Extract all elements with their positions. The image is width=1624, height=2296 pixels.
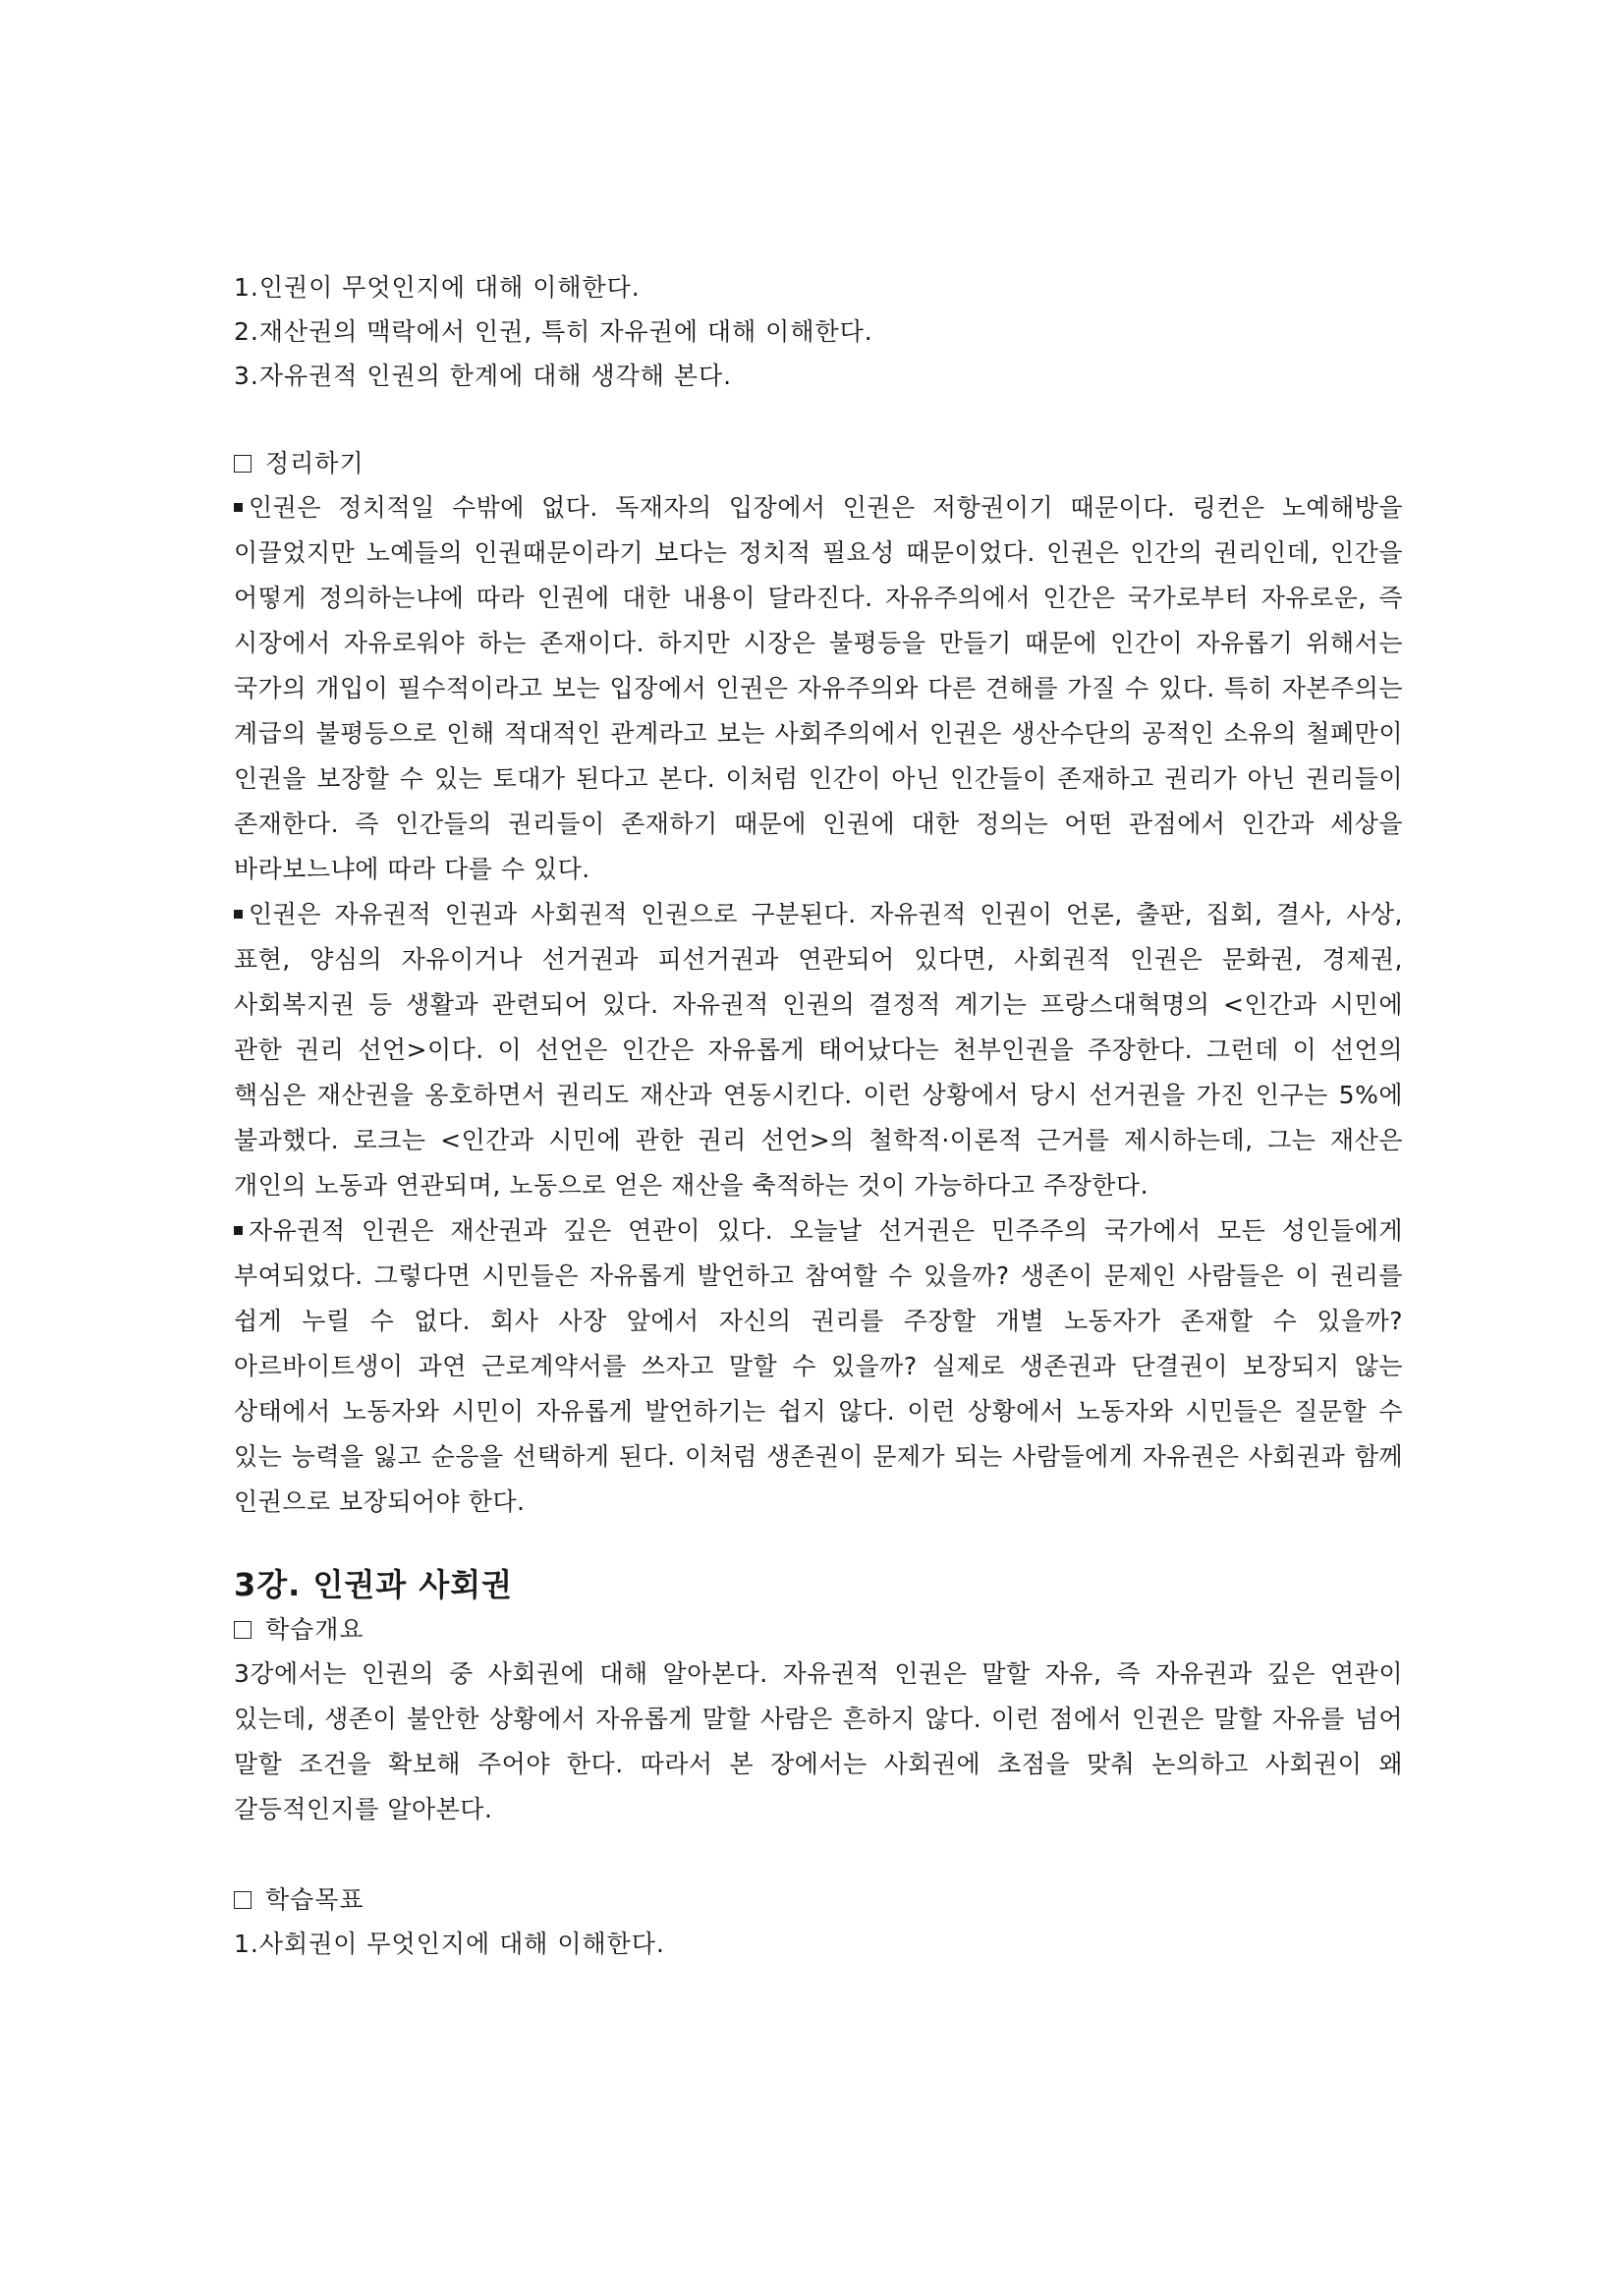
- square-bullet-icon: [234, 503, 243, 512]
- overview-paragraph: 3강에서는 인권의 중 사회권에 대해 알아본다. 자유권적 인권은 말할 자유, 즉 자유권과 깊은 연관이 있는데, 생존이 불안한 상황에서 자유롭게 말할 사람은 흔하지 않다. 이런 점에서 인권은 말할 자유를 넘어 말할 조건을 확보해 주어야 한다. 따라서 본 장에서는 사회권에 초점을 맞춰 논의하고 사회권이 왜 갈등적인지를 알아본다.: [234, 1659, 1403, 1823]
- objectives-heading: [234, 1877, 1403, 1922]
- objectives-heading-label: 학습목표: [265, 1885, 364, 1914]
- overview-heading-label: 학습개요: [265, 1615, 364, 1644]
- overview-heading: [234, 1607, 1403, 1652]
- summary-paragraph-2: [234, 892, 1403, 1208]
- lecture3-objectives-list: [234, 1922, 1403, 1966]
- summary-heading-label: 정리하기: [265, 449, 364, 477]
- checkbox-square-icon: [234, 1891, 252, 1909]
- summary-paragraph-2-text: 인권은 자유권적 인권과 사회권적 인권으로 구분된다. 자유권적 인권이 언론, 출판, 집회, 결사, 사상, 표현, 양심의 자유이거나 선거권과 피선거권과 연관되어 있다면, 사회권적 인권은 문화권, 경제권, 사회복지권 등 생활과 관련되어 있다. 자유권적 인권의 결정적 계기는 프랑스대혁명의 <인간과 시민에 관한 권리 선언>이다. 이 선언은 인간은 자유롭게 태어났다는 천부인권을 주장한다. 그런데 이 선언의 핵심은 재산권을 옹호하면서 권리도 재산과 연동시킨다. 이런 상황에서 당시 선거권을 가진 인구는 5%에 불과했다. 로크는 <인간과 시민에 관한 권리 선언>의 철학적·이론적 근거를 제시하는데, 그는 재산은 개인의 노동과 연관되며, 노동으로 얻은 재산을 축적하는 것이 가능하다고 주장한다.: [234, 900, 1403, 1200]
- summary-paragraph-1-text: 인권은 정치적일 수밖에 없다. 독재자의 입장에서 인권은 저항권이기 때문이다. 링컨은 노예해방을 이끌었지만 노예들의 인권때문이라기 보다는 정치적 필요성 때문이었다. 인권은 인간의 권리인데, 인간을 어떻게 정의하는냐에 따라 인권에 대한 내용이 달라진다. 자유주의에서 인간은 국가로부터 자유로운, 즉 시장에서 자유로워야 하는 존재이다. 하지만 시장은 불평등을 만들기 때문에 인간이 자유롭기 위해서는 국가의 개입이 필수적이라고 보는 입장에서 인권은 자유주의와 다른 견해를 가질 수 있다. 특히 자본주의는 계급의 불평등으로 인해 적대적인 관계라고 보는 사회주의에서 인권은 생산수단의 공적인 소유의 철폐만이 인권을 보장할 수 있는 토대가 된다고 본다. 이처럼 인간이 아닌 인간들이 존재하고 권리가 아닌 권리들이 존재한다. 즉 인간들의 권리들이 존재하기 때문에 인권에 대한 정의는 어떤 관점에서 인간과 세상을 바라보느냐에 따라 다를 수 있다.: [234, 493, 1403, 883]
- document-page: [234, 265, 1403, 1966]
- checkbox-square-icon: [234, 1621, 252, 1639]
- square-bullet-icon: [234, 910, 243, 919]
- summary-paragraph-3: [234, 1208, 1403, 1525]
- lecture-title: 3강. 인권과 사회권: [234, 1566, 514, 1603]
- summary-heading: [234, 441, 1403, 485]
- objective-item-1: 1.인권이 무엇인지에 대해 이해한다.: [234, 273, 641, 302]
- lecture3-objective-item-1: 1.사회권이 무엇인지에 대해 이해한다.: [234, 1930, 665, 1958]
- square-bullet-icon: [234, 1226, 243, 1235]
- learning-objectives-list: [234, 265, 1403, 398]
- objective-item-2: 2.재산권의 맥락에서 인권, 특히 자유권에 대해 이해한다.: [234, 317, 873, 346]
- objective-item-3: 3.자유권적 인권의 한계에 대해 생각해 본다.: [234, 362, 733, 390]
- summary-paragraph-1: [234, 485, 1403, 892]
- summary-paragraph-3-text: 자유권적 인권은 재산권과 깊은 연관이 있다. 오늘날 선거권은 민주주의 국가에서 모든 성인들에게 부여되었다. 그렇다면 시민들은 자유롭게 발언하고 참여할 수 있을까? 생존이 문제인 사람들은 이 권리를 쉽게 누릴 수 없다. 회사 사장 앞에서 자신의 권리를 주장할 개별 노동자가 존재할 수 있을까? 아르바이트생이 과연 근로계약서를 쓰자고 말할 수 있을까? 실제로 생존권과 단결권이 보장되지 않는 상태에서 노동자와 시민이 자유롭게 발언하기는 쉽지 않다. 이런 상황에서 노동자와 시민들은 질문할 수 있는 능력을 잃고 순응을 선택하게 된다. 이처럼 생존권이 문제가 되는 사람들에게 자유권은 사회권과 함께 인권으로 보장되어야 한다.: [234, 1216, 1403, 1516]
- checkbox-square-icon: [234, 455, 252, 473]
